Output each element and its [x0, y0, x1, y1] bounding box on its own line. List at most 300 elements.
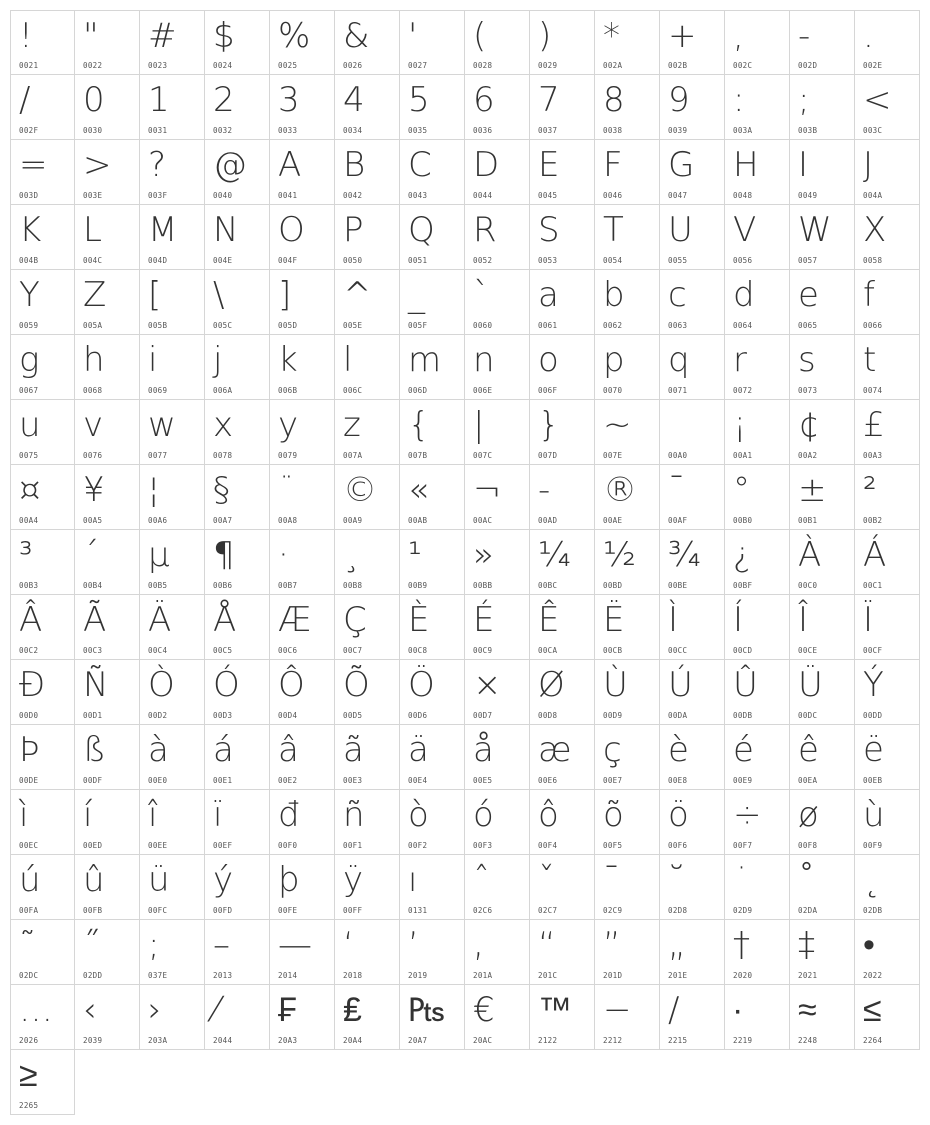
glyph-codepoint: 00F8	[798, 841, 818, 850]
glyph-codepoint: 0065	[798, 321, 818, 330]
glyph-cell	[530, 985, 595, 1050]
glyph-codepoint: 02DC	[19, 971, 39, 980]
glyph-codepoint: 00E1	[213, 776, 233, 785]
glyph-codepoint: 2215	[668, 1036, 688, 1045]
glyph-character: T	[603, 210, 624, 250]
glyph-character: >	[83, 145, 112, 185]
glyph-character: æ	[538, 730, 572, 770]
glyph-cell	[855, 400, 920, 465]
glyph-cell	[75, 790, 140, 855]
glyph-codepoint: 007D	[538, 451, 558, 460]
glyph-codepoint: 00B8	[343, 581, 363, 590]
glyph-cell	[530, 140, 595, 205]
glyph-character: ó	[473, 795, 494, 835]
glyph-cell	[140, 465, 205, 530]
glyph-character: B	[343, 145, 366, 185]
glyph-cell	[270, 920, 335, 985]
glyph-character: ¼	[538, 535, 571, 575]
glyph-cell	[465, 140, 530, 205]
glyph-codepoint: 005E	[343, 321, 363, 330]
glyph-codepoint: 2264	[863, 1036, 883, 1045]
glyph-character: è	[668, 730, 689, 770]
glyph-codepoint: 00B3	[19, 581, 39, 590]
glyph-cell	[400, 140, 465, 205]
glyph-cell	[75, 335, 140, 400]
glyph-codepoint: 02C9	[603, 906, 623, 915]
glyph-codepoint: 0073	[798, 386, 818, 395]
glyph-cell	[205, 985, 270, 1050]
glyph-cell	[660, 400, 725, 465]
glyph-codepoint: 00DD	[863, 711, 883, 720]
glyph-cell	[465, 920, 530, 985]
glyph-character: M	[148, 210, 178, 250]
glyph-codepoint: 00F4	[538, 841, 558, 850]
glyph-cell	[465, 10, 530, 75]
glyph-cell	[205, 335, 270, 400]
glyph-cell	[270, 725, 335, 790]
glyph-codepoint: 0023	[148, 61, 168, 70]
glyph-character: Ê	[538, 600, 560, 640]
glyph-cell	[595, 530, 660, 595]
glyph-character: I	[798, 145, 809, 185]
glyph-codepoint: 005B	[148, 321, 168, 330]
glyph-codepoint: 00DC	[798, 711, 818, 720]
glyph-character: o	[538, 340, 559, 380]
glyph-codepoint: 2019	[408, 971, 428, 980]
glyph-character: ‹	[83, 990, 97, 1030]
glyph-codepoint: 0066	[863, 321, 883, 330]
glyph-cell	[10, 855, 75, 920]
glyph-codepoint: 004D	[148, 256, 168, 265]
glyph-character: à	[148, 730, 169, 770]
glyph-codepoint: 00FD	[213, 906, 233, 915]
glyph-cell	[660, 205, 725, 270]
glyph-character: Ã	[83, 600, 107, 640]
glyph-character: %	[278, 16, 311, 56]
glyph-cell	[140, 595, 205, 660]
glyph-codepoint: 0056	[733, 256, 753, 265]
glyph-character: Ö	[408, 665, 435, 705]
glyph-codepoint: 0032	[213, 126, 233, 135]
glyph-character: ˉ	[603, 860, 620, 900]
glyph-codepoint: 0033	[278, 126, 298, 135]
glyph-codepoint: 00D2	[148, 711, 168, 720]
glyph-codepoint: 00D9	[603, 711, 623, 720]
glyph-cell	[75, 205, 140, 270]
glyph-cell	[205, 205, 270, 270]
glyph-cell	[205, 790, 270, 855]
glyph-character: {	[408, 405, 430, 445]
glyph-codepoint: 0057	[798, 256, 818, 265]
glyph-codepoint: 007B	[408, 451, 428, 460]
glyph-cell	[10, 530, 75, 595]
glyph-codepoint: 00C0	[798, 581, 818, 590]
glyph-codepoint: 00B5	[148, 581, 168, 590]
glyph-character: ˜	[19, 925, 36, 965]
glyph-character: »	[473, 535, 494, 575]
glyph-character: •	[863, 925, 875, 965]
glyph-codepoint: 00F3	[473, 841, 493, 850]
glyph-cell	[790, 595, 855, 660]
glyph-character: X	[863, 210, 887, 250]
glyph-codepoint: 0076	[83, 451, 103, 460]
glyph-cell	[270, 10, 335, 75]
glyph-cell	[660, 270, 725, 335]
glyph-character: ˚	[798, 860, 815, 900]
glyph-cell	[140, 400, 205, 465]
glyph-character: r	[733, 340, 747, 380]
glyph-cell	[725, 465, 790, 530]
glyph-codepoint: 2248	[798, 1036, 818, 1045]
glyph-cell	[400, 790, 465, 855]
glyph-codepoint: 0027	[408, 61, 428, 70]
glyph-cell	[660, 985, 725, 1050]
glyph-character: í	[83, 795, 93, 835]
glyph-cell	[335, 400, 400, 465]
glyph-codepoint: 00F6	[668, 841, 688, 850]
glyph-codepoint: 002D	[798, 61, 818, 70]
glyph-cell	[75, 985, 140, 1050]
glyph-cell	[595, 985, 660, 1050]
glyph-codepoint: 003B	[798, 126, 818, 135]
glyph-codepoint: 00BC	[538, 581, 558, 590]
glyph-cell	[270, 205, 335, 270]
glyph-cell	[790, 75, 855, 140]
glyph-cell	[530, 400, 595, 465]
glyph-character: v	[83, 405, 104, 445]
glyph-cell	[725, 140, 790, 205]
glyph-character: £	[863, 405, 885, 445]
glyph-cell	[725, 75, 790, 140]
glyph-cell	[10, 335, 75, 400]
glyph-codepoint: 007E	[603, 451, 623, 460]
glyph-cell	[140, 270, 205, 335]
glyph-character: [	[148, 275, 162, 315]
glyph-cell	[400, 855, 465, 920]
glyph-codepoint: 003A	[733, 126, 753, 135]
glyph-character: Z	[83, 275, 107, 315]
glyph-character: ∙	[733, 990, 743, 1030]
glyph-cell	[335, 10, 400, 75]
glyph-cell	[725, 725, 790, 790]
glyph-codepoint: 00C9	[473, 646, 493, 655]
glyph-cell	[205, 270, 270, 335]
glyph-codepoint: 00CA	[538, 646, 558, 655]
glyph-character: g	[19, 340, 40, 380]
glyph-codepoint: 00C8	[408, 646, 428, 655]
glyph-codepoint: 0029	[538, 61, 558, 70]
glyph-character: -	[798, 16, 811, 56]
glyph-codepoint: 00A4	[19, 516, 39, 525]
glyph-character: @	[213, 145, 247, 185]
glyph-cell	[855, 530, 920, 595]
glyph-codepoint: 0068	[83, 386, 103, 395]
glyph-cell	[595, 595, 660, 660]
glyph-codepoint: 002F	[19, 126, 39, 135]
glyph-cell	[725, 400, 790, 465]
glyph-codepoint: 203A	[148, 1036, 168, 1045]
glyph-codepoint: 00DF	[83, 776, 103, 785]
glyph-codepoint: 0071	[668, 386, 688, 395]
glyph-codepoint: 00DA	[668, 711, 688, 720]
glyph-codepoint: 00A5	[83, 516, 103, 525]
glyph-character: −	[603, 990, 632, 1030]
glyph-cell	[595, 205, 660, 270]
glyph-codepoint: 00AE	[603, 516, 623, 525]
glyph-character: R	[473, 210, 497, 250]
glyph-cell	[270, 335, 335, 400]
glyph-character: â	[278, 730, 299, 770]
glyph-cell	[400, 270, 465, 335]
glyph-cell	[335, 205, 400, 270]
glyph-character: ≤	[863, 990, 882, 1030]
glyph-cell	[400, 335, 465, 400]
glyph-character: ~	[603, 405, 632, 445]
glyph-cell	[465, 660, 530, 725]
glyph-codepoint: 00C6	[278, 646, 298, 655]
glyph-character: ‡	[798, 925, 815, 965]
glyph-cell	[790, 660, 855, 725]
glyph-codepoint: 006F	[538, 386, 558, 395]
glyph-cell	[530, 725, 595, 790]
glyph-cell	[595, 660, 660, 725]
glyph-character: Æ	[278, 600, 312, 640]
glyph-character: z	[343, 405, 361, 445]
glyph-codepoint: 00BD	[603, 581, 623, 590]
glyph-cell	[660, 725, 725, 790]
glyph-cell	[790, 530, 855, 595]
glyph-cell	[725, 920, 790, 985]
glyph-cell	[75, 855, 140, 920]
glyph-character: “	[538, 925, 556, 965]
glyph-cell	[465, 75, 530, 140]
glyph-character: Ï	[863, 600, 874, 640]
glyph-codepoint: 0063	[668, 321, 688, 330]
glyph-codepoint: 0052	[473, 256, 493, 265]
glyph-cell	[140, 10, 205, 75]
glyph-character: =	[19, 145, 48, 185]
glyph-codepoint: 00EF	[213, 841, 233, 850]
glyph-codepoint: 2044	[213, 1036, 233, 1045]
glyph-cell	[205, 465, 270, 530]
glyph-codepoint: 00F9	[863, 841, 883, 850]
glyph-cell	[530, 10, 595, 75]
glyph-character: h	[83, 340, 105, 380]
glyph-cell	[270, 985, 335, 1050]
glyph-cell	[400, 465, 465, 530]
glyph-codepoint: 0053	[538, 256, 558, 265]
glyph-cell	[660, 140, 725, 205]
glyph-cell	[140, 140, 205, 205]
glyph-character: ‚	[473, 925, 484, 965]
glyph-codepoint: 00FF	[343, 906, 363, 915]
glyph-cell	[595, 335, 660, 400]
glyph-codepoint: 004A	[863, 191, 883, 200]
glyph-character: d	[733, 275, 755, 315]
glyph-codepoint: 02DB	[863, 906, 883, 915]
glyph-character: ¨	[278, 470, 295, 510]
glyph-cell	[855, 205, 920, 270]
glyph-codepoint: 00B6	[213, 581, 233, 590]
glyph-character: Û	[733, 665, 758, 705]
glyph-codepoint: 2122	[538, 1036, 558, 1045]
glyph-cell	[595, 725, 660, 790]
glyph-character: x	[213, 405, 234, 445]
glyph-character: &	[343, 16, 370, 56]
glyph-codepoint: 00F0	[278, 841, 298, 850]
glyph-character: —	[278, 925, 312, 965]
glyph-codepoint: 0070	[603, 386, 623, 395]
glyph-cell	[75, 140, 140, 205]
glyph-codepoint: 0035	[408, 126, 428, 135]
glyph-character: t	[863, 340, 877, 380]
glyph-character: ‘	[343, 925, 354, 965]
glyph-codepoint: 006C	[343, 386, 363, 395]
glyph-character: #	[148, 16, 177, 56]
glyph-codepoint: 0041	[278, 191, 298, 200]
glyph-codepoint: 0059	[19, 321, 39, 330]
glyph-codepoint: 0049	[798, 191, 818, 200]
glyph-character: ;	[798, 80, 810, 120]
glyph-codepoint: 0043	[408, 191, 428, 200]
glyph-character: ã	[343, 730, 364, 770]
glyph-codepoint: 00D5	[343, 711, 363, 720]
glyph-character: )	[538, 16, 552, 56]
glyph-codepoint: 0079	[278, 451, 298, 460]
glyph-character: ¤	[19, 470, 41, 510]
glyph-codepoint: 00AC	[473, 516, 493, 525]
glyph-codepoint: 2039	[83, 1036, 103, 1045]
glyph-cell	[855, 660, 920, 725]
glyph-codepoint: 00B2	[863, 516, 883, 525]
glyph-codepoint: 0046	[603, 191, 623, 200]
glyph-character: A	[278, 145, 302, 185]
glyph-character: €	[473, 990, 495, 1030]
glyph-codepoint: 002C	[733, 61, 753, 70]
glyph-codepoint: 004C	[83, 256, 103, 265]
glyph-codepoint: 0072	[733, 386, 753, 395]
glyph-cell	[855, 595, 920, 660]
glyph-codepoint: 0050	[343, 256, 363, 265]
glyph-character: :	[733, 80, 745, 120]
glyph-character: ®	[603, 470, 637, 510]
glyph-character: ˘	[668, 860, 685, 900]
glyph-cell	[140, 985, 205, 1050]
glyph-character: +	[668, 16, 697, 56]
glyph-character: ì	[19, 795, 29, 835]
glyph-cell	[790, 465, 855, 530]
glyph-codepoint: 2014	[278, 971, 298, 980]
glyph-codepoint: 02D9	[733, 906, 753, 915]
glyph-cell	[595, 790, 660, 855]
glyph-codepoint: 007A	[343, 451, 363, 460]
glyph-cell	[10, 985, 75, 1050]
glyph-cell	[335, 530, 400, 595]
glyph-codepoint: 0061	[538, 321, 558, 330]
glyph-codepoint: 00B7	[278, 581, 298, 590]
glyph-cell	[465, 985, 530, 1050]
glyph-cell	[140, 920, 205, 985]
glyph-cell	[75, 725, 140, 790]
glyph-codepoint: 00E0	[148, 776, 168, 785]
glyph-codepoint: 0064	[733, 321, 753, 330]
glyph-character: Ú	[668, 665, 693, 705]
glyph-character: ¸	[343, 535, 360, 575]
glyph-character: Ó	[213, 665, 240, 705]
glyph-character: ;	[148, 925, 160, 965]
glyph-codepoint: 00E4	[408, 776, 428, 785]
glyph-cell	[790, 725, 855, 790]
glyph-cell	[270, 400, 335, 465]
glyph-codepoint: 02DD	[83, 971, 103, 980]
glyph-codepoint: 00D7	[473, 711, 493, 720]
glyph-character: 7	[538, 80, 560, 120]
glyph-cell	[530, 270, 595, 335]
glyph-cell	[660, 595, 725, 660]
glyph-cell	[530, 790, 595, 855]
glyph-character: Å	[213, 600, 237, 640]
glyph-cell	[75, 400, 140, 465]
glyph-codepoint: 00FB	[83, 906, 103, 915]
glyph-cell	[725, 10, 790, 75]
glyph-cell	[790, 920, 855, 985]
glyph-codepoint: 006A	[213, 386, 233, 395]
glyph-codepoint: 2219	[733, 1036, 753, 1045]
glyph-character: ¬	[473, 470, 502, 510]
glyph-codepoint: 0051	[408, 256, 428, 265]
glyph-cell	[855, 140, 920, 205]
glyph-cell	[10, 595, 75, 660]
glyph-character: p	[603, 340, 625, 380]
glyph-codepoint: 00F2	[408, 841, 428, 850]
glyph-codepoint: 00E3	[343, 776, 363, 785]
glyph-codepoint: 00A2	[798, 451, 818, 460]
glyph-cell	[660, 790, 725, 855]
glyph-codepoint: 201D	[603, 971, 623, 980]
glyph-codepoint: 2026	[19, 1036, 39, 1045]
glyph-character: …	[19, 990, 53, 1030]
glyph-codepoint: 037E	[148, 971, 168, 980]
glyph-codepoint: 00E7	[603, 776, 623, 785]
glyph-codepoint: 0062	[603, 321, 623, 330]
glyph-codepoint: 0131	[408, 906, 428, 915]
glyph-codepoint: 0042	[343, 191, 363, 200]
glyph-cell	[660, 855, 725, 920]
glyph-codepoint: 00DB	[733, 711, 753, 720]
glyph-cell	[140, 725, 205, 790]
glyph-cell	[270, 270, 335, 335]
glyph-cell	[335, 660, 400, 725]
glyph-character: n	[473, 340, 495, 380]
glyph-cell	[140, 530, 205, 595]
glyph-character: K	[19, 210, 42, 250]
glyph-codepoint: 002E	[863, 61, 883, 70]
glyph-codepoint: 00C2	[19, 646, 39, 655]
glyph-cell	[725, 660, 790, 725]
glyph-character: c	[668, 275, 687, 315]
glyph-character: Á	[863, 535, 887, 575]
glyph-codepoint: 002B	[668, 61, 688, 70]
glyph-codepoint: 0054	[603, 256, 623, 265]
glyph-codepoint: 002A	[603, 61, 623, 70]
glyph-codepoint: 00D4	[278, 711, 298, 720]
glyph-character: 9	[668, 80, 690, 120]
glyph-character: ô	[538, 795, 559, 835]
glyph-character: ¶	[213, 535, 235, 575]
glyph-codepoint: 005F	[408, 321, 428, 330]
glyph-cell	[725, 205, 790, 270]
glyph-character: ¢	[798, 405, 820, 445]
